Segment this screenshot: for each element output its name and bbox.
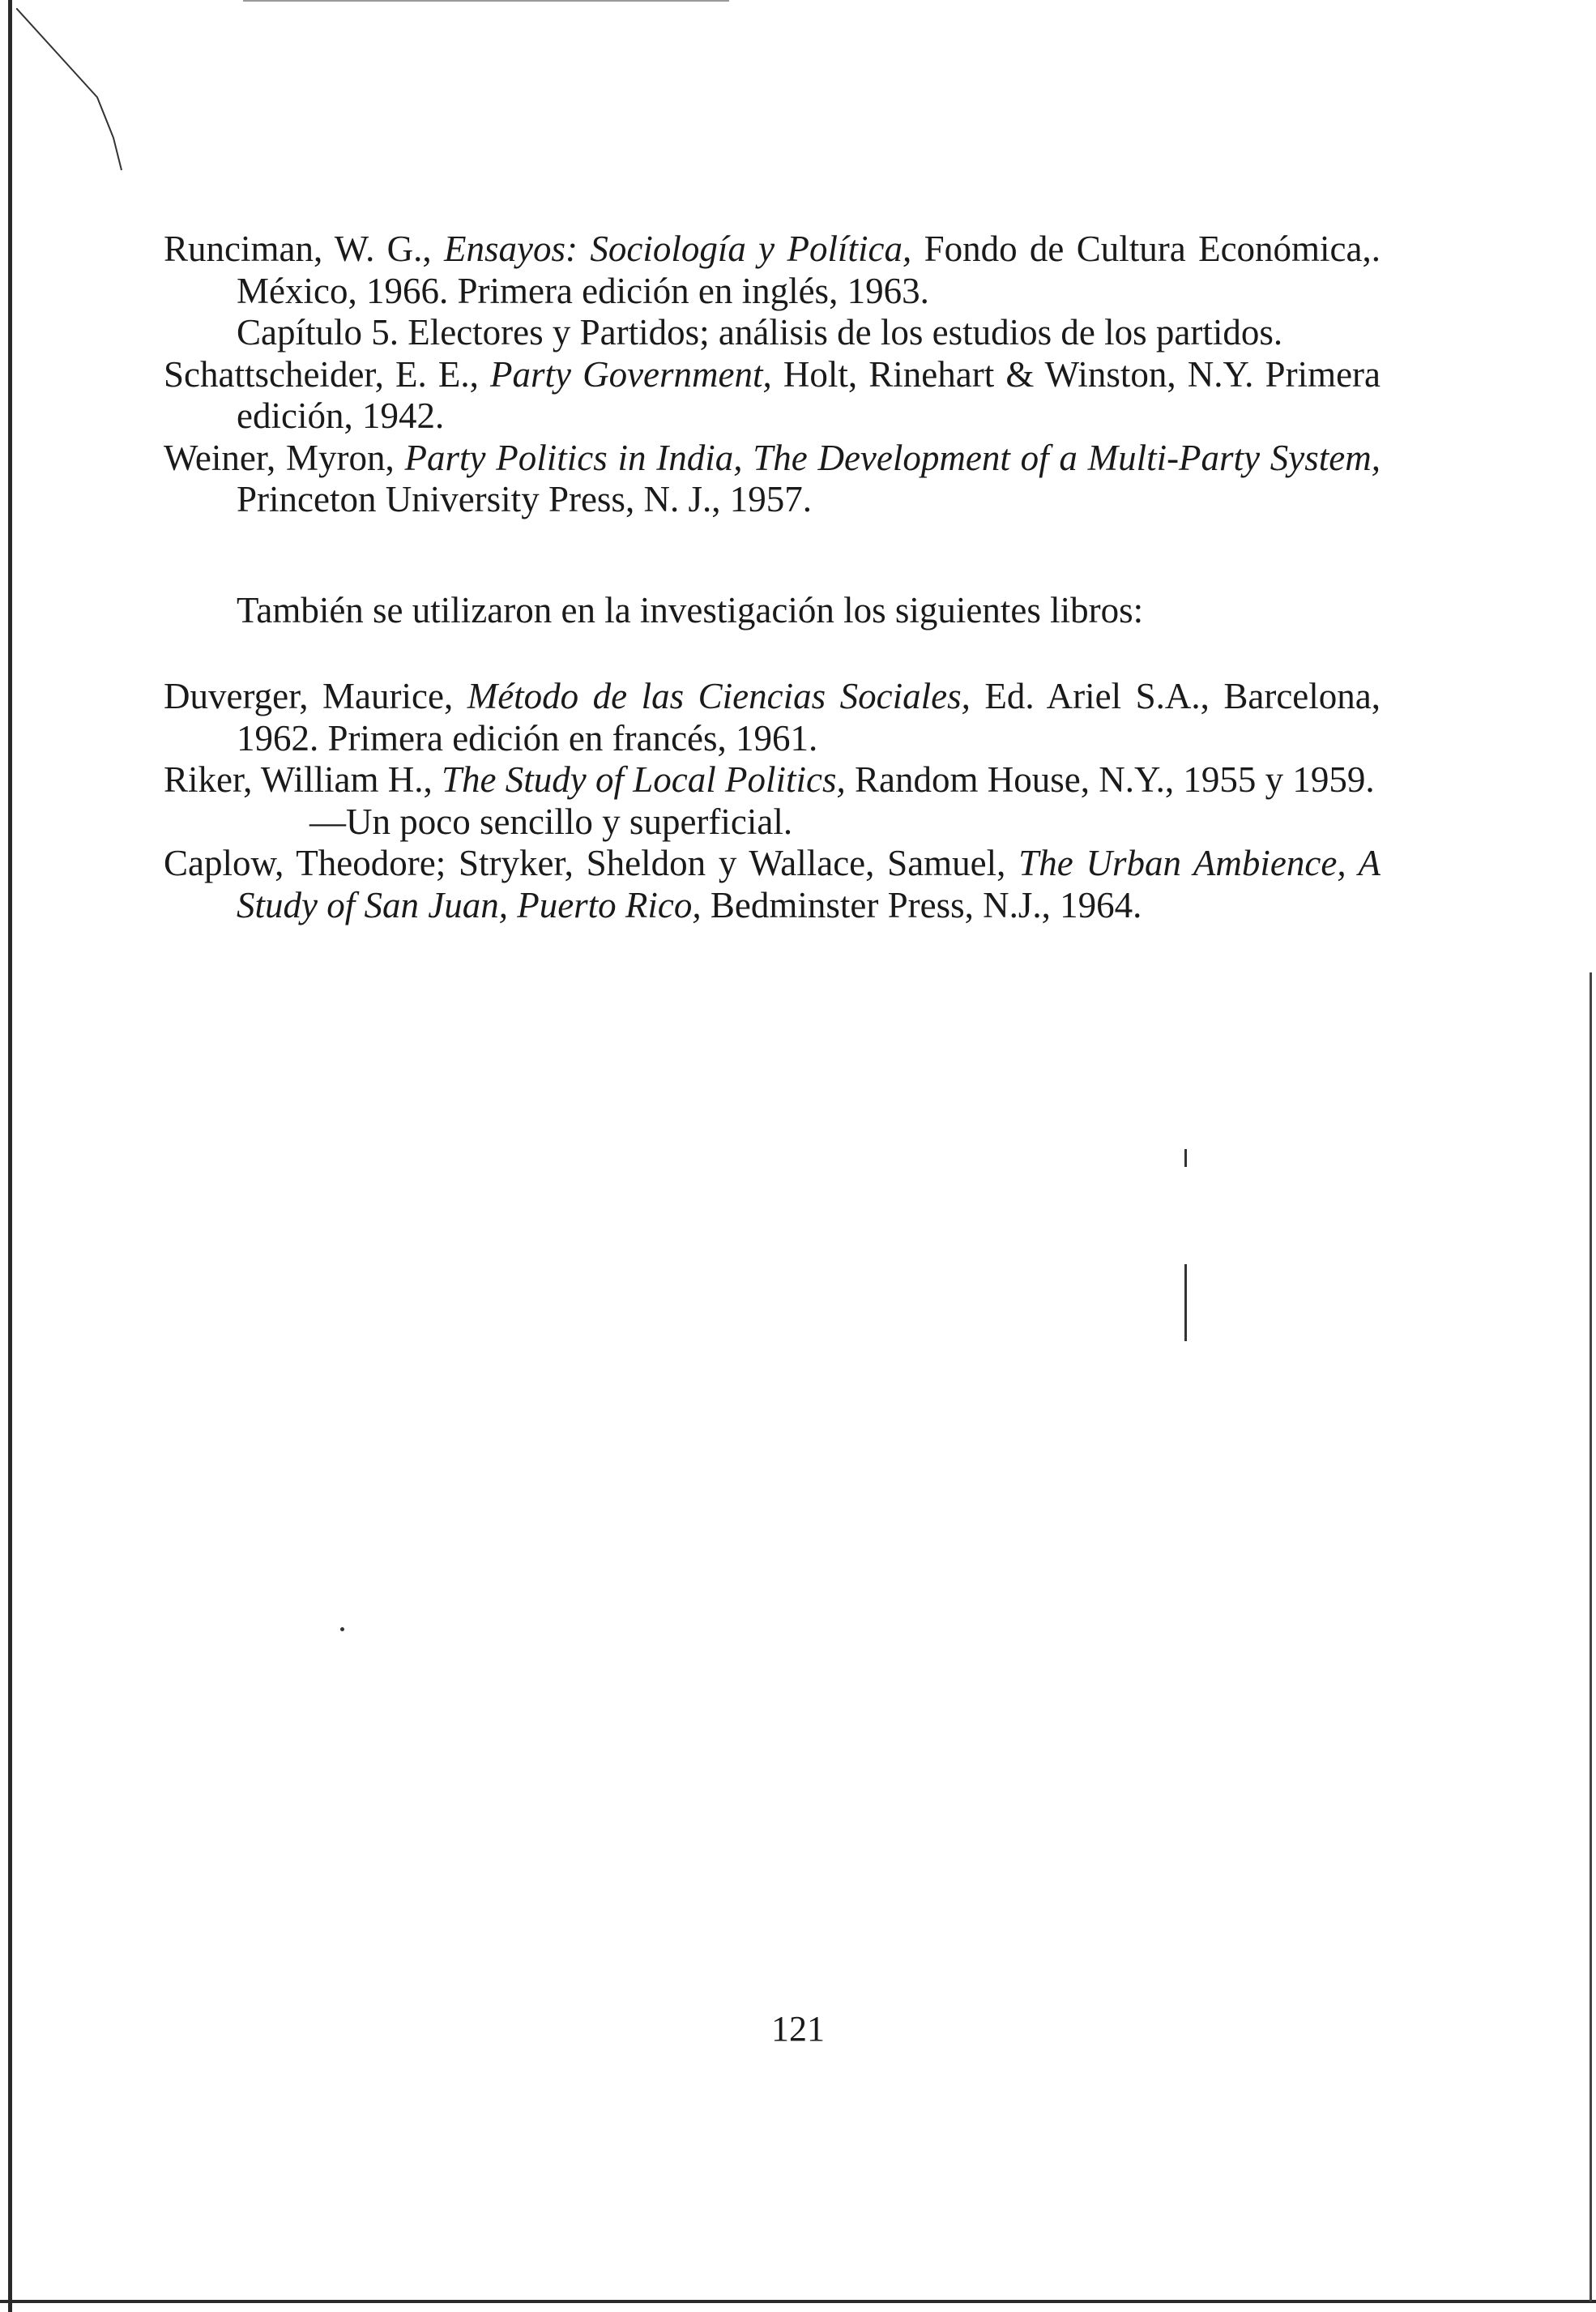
entry-publication: Fondo de Cultura Económica,. México, 1966. Primera edición en inglés, 1963.: [237, 229, 1380, 311]
entry-note-text: —Un poco sencillo y superficial.: [309, 801, 793, 842]
bibliography-entry: [164, 843, 1380, 926]
entry-author: Schattscheider, E. E.,: [164, 353, 490, 395]
entry-publication: Ed. Ariel S.A., Barcelona, 1962. Primera edición en francés, 1961.: [237, 676, 1380, 759]
scan-mark: [1184, 1264, 1187, 1341]
entry-author: Riker, William H.,: [164, 759, 442, 800]
scan-top-rule: [243, 0, 729, 2]
scan-right-edge: [1590, 972, 1592, 2301]
scan-dot: [340, 1627, 344, 1631]
entry-title: The Study of Local Politics,: [442, 759, 846, 800]
entry-title: The Urban Ambience, A Study of San Juan, Puerto Rico,: [237, 843, 1381, 925]
page-number: 121: [771, 2009, 825, 2049]
bibliography-entry: [164, 229, 1380, 312]
entry-title: Party Government,: [489, 353, 772, 395]
entry-note-text: Capítulo 5. Electores y Partidos; análisis de los estudios de los partidos.: [237, 312, 1283, 353]
entry-author: Duverger, Maurice,: [164, 676, 467, 716]
bibliography-entry: [164, 759, 1380, 801]
bibliography-upper: [164, 229, 1380, 521]
intro-sentence: También se utilizaron en la investigación los siguientes libros:: [237, 590, 1144, 630]
entry-publication: Holt, Rinehart & Winston, N.Y. Primera edición, 1942.: [237, 353, 1381, 436]
scan-corner-stroke: [16, 8, 178, 186]
bibliography-entry: [164, 354, 1380, 438]
scan-bottom-edge: [0, 2300, 1596, 2303]
entry-author: Weiner, Myron,: [164, 437, 405, 478]
scan-mark: [1184, 1149, 1187, 1167]
entry-title: Ensayos: Sociología y Política,: [444, 229, 912, 269]
scan-left-edge: [8, 0, 12, 2312]
entry-title: Método de las Ciencias Sociales,: [467, 676, 971, 716]
entry-title: Party Politics in India, The Development of a Multi-Party System,: [404, 437, 1380, 478]
entry-author: Runciman, W. G.,: [164, 229, 445, 269]
entry-note: [164, 312, 1380, 354]
entry-publication: Random House, N.Y., 1955 y 1959.: [845, 759, 1375, 800]
entry-publication: Princeton University Press, N. J., 1957.: [237, 479, 812, 519]
intro-paragraph: [164, 590, 1380, 632]
entry-publication: Bedminster Press, N.J., 1964.: [701, 884, 1142, 925]
entry-author: Caplow, Theodore; Stryker, Sheldon y Wallace, Samuel,: [164, 843, 1019, 883]
bibliography-lower: [164, 676, 1380, 926]
bibliography-entry: [164, 438, 1380, 521]
bibliography-entry: [164, 676, 1380, 759]
